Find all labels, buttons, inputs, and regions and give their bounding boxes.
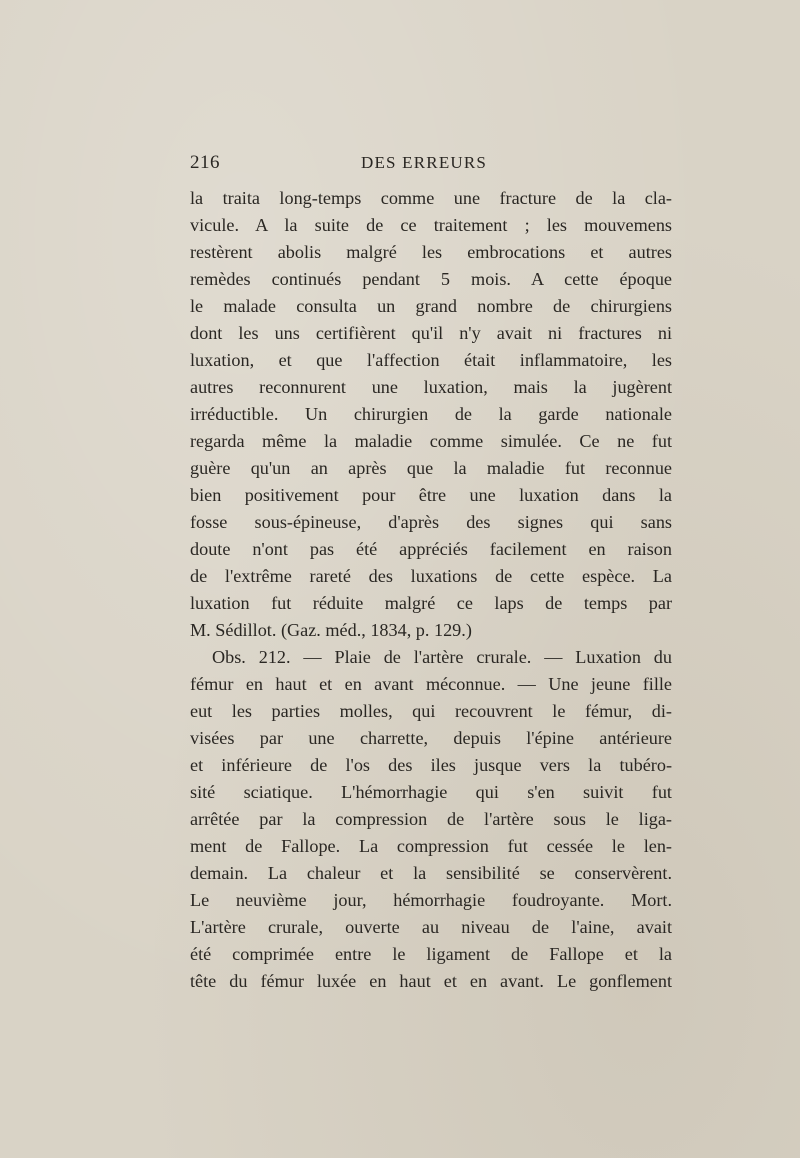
text-line: Le neuvième jour, hémorrhagie foudroyante. Mort. — [190, 890, 672, 910]
text-line: remèdes continués pendant 5 mois. A cette époque — [190, 269, 672, 289]
text-line: dont les uns certifièrent qu'il n'y avait ni fractures ni — [190, 323, 672, 343]
text-line: ment de Fallope. La compression fut cessée le len- — [190, 836, 672, 856]
text-line: eut les parties molles, qui recouvrent le fémur, di- — [190, 701, 672, 721]
text-line: irréductible. Un chirurgien de la garde nationale — [190, 404, 672, 424]
text-line: restèrent abolis malgré les embrocations et autres — [190, 242, 672, 262]
text-line: et inférieure de l'os des iles jusque vers la tubéro- — [190, 755, 672, 775]
text-line: L'artère crurale, ouverte au niveau de l'aine, avait — [190, 917, 672, 937]
text-line: bien positivement pour être une luxation dans la — [190, 485, 672, 505]
text-line: autres reconnurent une luxation, mais la jugèrent — [190, 377, 672, 397]
text-line: la traita long-temps comme une fracture de la cla- — [190, 188, 672, 208]
text-line: fosse sous-épineuse, d'après des signes qui sans — [190, 512, 672, 532]
text-line: luxation, et que l'affection était inflammatoire, les — [190, 350, 672, 370]
observation-heading-line: fémur en haut et en avant méconnue. — Une jeune fille — [190, 674, 672, 694]
text-line: doute n'ont pas été appréciés facilement en raison — [190, 539, 672, 559]
text-line: luxation fut réduite malgré ce laps de temps par — [190, 593, 672, 613]
text-line: été comprimée entre le ligament de Fallope et la — [190, 944, 672, 964]
text-line: vicule. A la suite de ce traitement ; les mouvemens — [190, 215, 672, 235]
page-number: 216 — [190, 152, 220, 173]
text-line: tête du fémur luxée en haut et en avant. Le gonflement — [190, 971, 672, 991]
text-line: sité sciatique. L'hémorrhagie qui s'en suivit fut — [190, 782, 672, 802]
text-line: guère qu'un an après que la maladie fut reconnue — [190, 458, 672, 478]
text-line: arrêtée par la compression de l'artère sous le liga- — [190, 809, 672, 829]
text-line: demain. La chaleur et la sensibilité se conservèrent. — [190, 863, 672, 883]
text-line: de l'extrême rareté des luxations de cette espèce. La — [190, 566, 672, 586]
observation-heading-line: Obs. 212. — Plaie de l'artère crurale. — Luxation du — [212, 647, 672, 667]
citation-line: M. Sédillot. (Gaz. méd., 1834, p. 129.) — [190, 620, 472, 640]
running-head: DES ERREURS — [361, 153, 488, 172]
text-line: le malade consulta un grand nombre de chirurgiens — [190, 296, 672, 316]
page-header — [190, 152, 670, 178]
text-line: visées par une charrette, depuis l'épine antérieure — [190, 728, 672, 748]
text-line: regarda même la maladie comme simulée. Ce ne fut — [190, 431, 672, 451]
body-text — [190, 185, 672, 995]
